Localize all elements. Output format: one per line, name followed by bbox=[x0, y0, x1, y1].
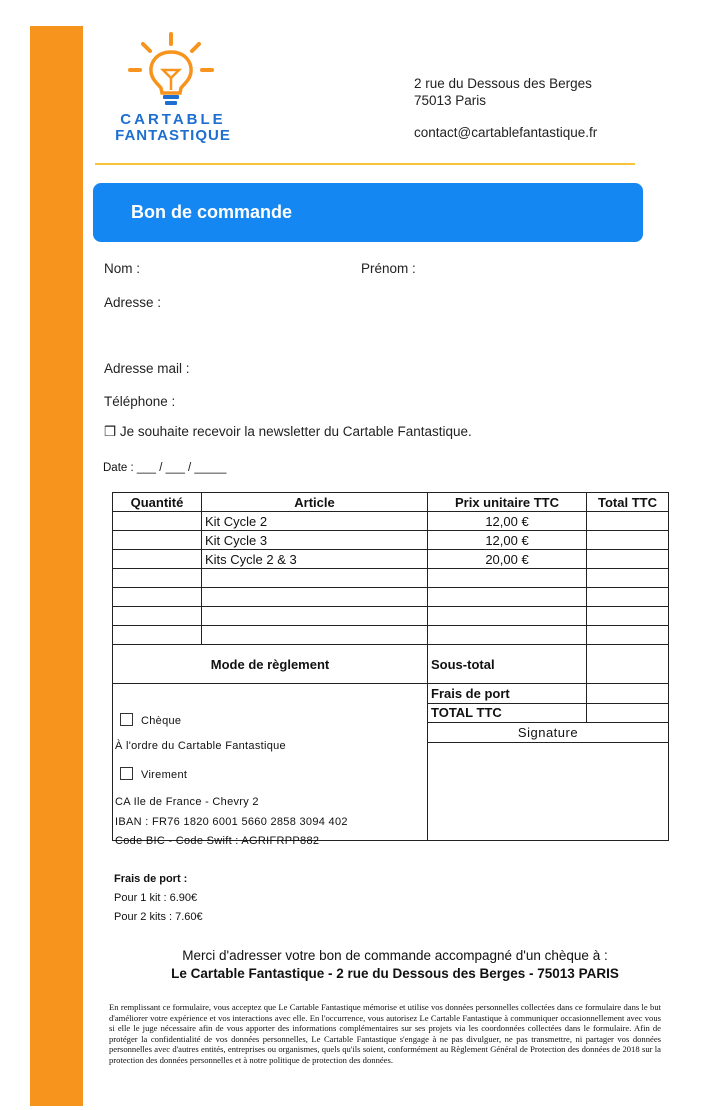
header-divider bbox=[95, 163, 635, 165]
price-cell[interactable] bbox=[428, 588, 587, 607]
quantity-cell[interactable] bbox=[113, 607, 202, 626]
total-cell[interactable] bbox=[587, 531, 669, 550]
frais-port-value[interactable] bbox=[587, 684, 669, 704]
header-total: Total TTC bbox=[587, 493, 669, 512]
fees-one-kit: Pour 1 kit : 6.90€ bbox=[114, 892, 198, 904]
cheque-option[interactable] bbox=[120, 713, 181, 727]
virement-label: Virement bbox=[141, 769, 188, 781]
prenom-field-label[interactable]: Prénom : bbox=[361, 261, 416, 276]
total-ttc-value[interactable] bbox=[587, 703, 669, 723]
closing-note bbox=[100, 947, 690, 983]
logo bbox=[108, 30, 238, 146]
logo-word-cartable: CARTABLE bbox=[120, 111, 226, 128]
header-prix: Prix unitaire TTC bbox=[428, 493, 587, 512]
iban: IBAN : FR76 1820 6001 5660 2858 3094 402 bbox=[115, 816, 348, 828]
page-title: Bon de commande bbox=[131, 202, 293, 222]
address-city: 75013 Paris bbox=[414, 93, 487, 108]
total-cell[interactable] bbox=[587, 569, 669, 588]
header-quantite: Quantité bbox=[113, 493, 202, 512]
address-street: 2 rue du Dessous des Berges bbox=[414, 76, 592, 91]
article-cell[interactable] bbox=[202, 588, 428, 607]
total-cell[interactable] bbox=[587, 512, 669, 531]
total-cell[interactable] bbox=[587, 626, 669, 645]
mode-reglement-heading: Mode de règlement bbox=[113, 645, 428, 684]
virement-checkbox[interactable] bbox=[120, 767, 133, 780]
signature-label: Signature bbox=[428, 723, 669, 743]
price-cell[interactable] bbox=[428, 626, 587, 645]
frais-port-label: Frais de port bbox=[428, 684, 587, 704]
quantity-cell[interactable] bbox=[113, 626, 202, 645]
subtotal-row bbox=[113, 645, 669, 684]
table-row-empty bbox=[113, 588, 669, 607]
merci-text: Merci d'adresser votre bon de commande accompagné d'un chèque à : bbox=[182, 948, 608, 963]
table-header-row bbox=[113, 493, 669, 512]
contact-email[interactable]: contact@cartablefantastique.fr bbox=[414, 125, 598, 140]
virement-option[interactable] bbox=[120, 767, 187, 781]
price-cell: 20,00 € bbox=[428, 550, 587, 569]
cheque-checkbox[interactable] bbox=[120, 713, 133, 726]
quantity-cell[interactable] bbox=[113, 531, 202, 550]
logo-word-fantastique: FANTASTIQUE bbox=[115, 127, 231, 144]
nom-field-label[interactable]: Nom : bbox=[104, 261, 141, 276]
table-row-empty bbox=[113, 626, 669, 645]
title-banner bbox=[93, 183, 643, 242]
article-cell: Kits Cycle 2 & 3 bbox=[202, 550, 428, 569]
table-row bbox=[113, 550, 669, 569]
total-cell[interactable] bbox=[587, 550, 669, 569]
fees-two-kits: Pour 2 kits : 7.60€ bbox=[114, 911, 203, 923]
table-row bbox=[113, 531, 669, 550]
table-row-empty bbox=[113, 607, 669, 626]
table-row bbox=[113, 512, 669, 531]
telephone-field-label[interactable]: Téléphone : bbox=[104, 394, 176, 409]
price-cell[interactable] bbox=[428, 569, 587, 588]
lightbulb-icon bbox=[108, 30, 238, 110]
payment-options bbox=[113, 694, 427, 850]
mailing-address: Le Cartable Fantastique - 2 rue du Dessous des Berges - 75013 PARIS bbox=[171, 966, 619, 981]
total-ttc-label: TOTAL TTC bbox=[428, 703, 587, 723]
mail-field-label[interactable]: Adresse mail : bbox=[104, 361, 190, 376]
legal-notice: En remplissant ce formulaire, vous acceptez que Le Cartable Fantastique mémorise et utilise vos données personnelles collectées dans ce formulaire dans le but d'améliorer votre expérience et vos interactions avec elle. En l'occurrence, vous autorisez Le Cartable Fantastique à communiquer occasionnellement avec vous si elle le juge nécessaire afin de vous apporter des informations complémentaires sur ses projets via les coordonnées collectées dans le formulaire. Afin de protéger la confidentialité de vos données personnelles, Le Cartable Fantastique s'engage à ne pas divulguer, ne pas transmettre, ni partager vos données personnelles avec d'autres entités, entreprises ou organismes, quels qu'ils soient, conformément au Règlement Général de Protection des données de 2018 sur la protection des données personnelles et à notre politique de protection des données. bbox=[109, 1002, 661, 1065]
cheque-order-text: À l'ordre du Cartable Fantastique bbox=[115, 740, 286, 752]
price-cell[interactable] bbox=[428, 607, 587, 626]
quantity-cell[interactable] bbox=[113, 512, 202, 531]
quantity-cell[interactable] bbox=[113, 569, 202, 588]
date-field[interactable]: Date : ___ / ___ / _____ bbox=[103, 462, 227, 474]
company-address bbox=[414, 75, 597, 141]
table-row-empty bbox=[113, 569, 669, 588]
article-cell: Kit Cycle 3 bbox=[202, 531, 428, 550]
total-cell[interactable] bbox=[587, 607, 669, 626]
quantity-cell[interactable] bbox=[113, 588, 202, 607]
adresse-field-label[interactable]: Adresse : bbox=[104, 295, 162, 310]
fees-title: Frais de port : bbox=[114, 873, 188, 885]
quantity-cell[interactable] bbox=[113, 550, 202, 569]
signature-box[interactable] bbox=[428, 742, 669, 840]
article-cell[interactable] bbox=[202, 569, 428, 588]
price-cell: 12,00 € bbox=[428, 531, 587, 550]
sous-total-label: Sous-total bbox=[428, 645, 587, 684]
bic: Code BIC - Code Swift : AGRIFRPP882 bbox=[115, 835, 320, 847]
cheque-label: Chèque bbox=[141, 715, 182, 727]
sous-total-value[interactable] bbox=[587, 645, 669, 684]
total-cell[interactable] bbox=[587, 588, 669, 607]
newsletter-checkbox[interactable]: ❒ Je souhaite recevoir la newsletter du Cartable Fantastique. bbox=[104, 424, 472, 439]
article-cell[interactable] bbox=[202, 607, 428, 626]
price-cell: 12,00 € bbox=[428, 512, 587, 531]
header-article: Article bbox=[202, 493, 428, 512]
bank-name: CA Ile de France - Chevry 2 bbox=[115, 796, 259, 808]
article-cell[interactable] bbox=[202, 626, 428, 645]
shipping-fees bbox=[114, 870, 203, 927]
article-cell: Kit Cycle 2 bbox=[202, 512, 428, 531]
orange-side-bar bbox=[30, 26, 83, 1106]
